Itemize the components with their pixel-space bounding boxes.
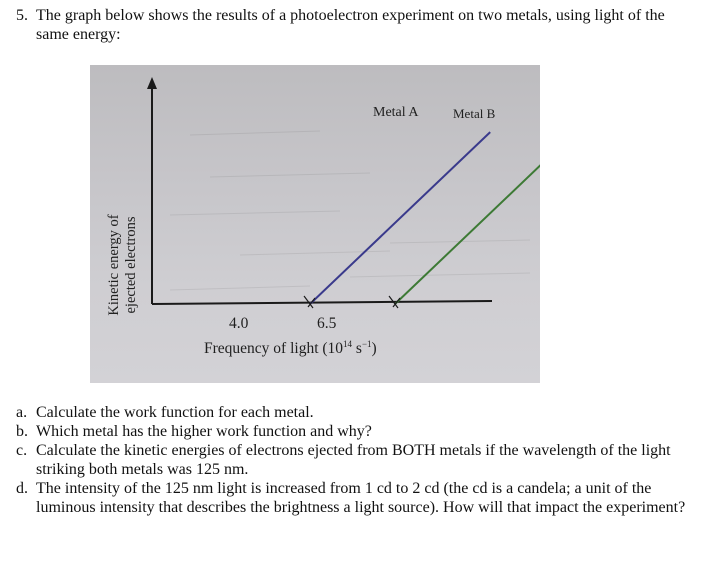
x-axis-label-main: Frequency of light (10	[204, 340, 344, 358]
series-line-metal-b	[395, 132, 540, 304]
part-letter: c.	[16, 442, 28, 459]
series-lines	[310, 132, 540, 304]
question-number: 5.	[16, 7, 28, 24]
part-a	[16, 403, 696, 422]
y-axis-label-line1: Kinetic energy of	[106, 214, 122, 316]
part-text: Calculate the kinetic energies of electrons ejected from BOTH metals if the wavelength of the light striking both metals was 125 nm.	[36, 442, 671, 478]
x-axis-label	[204, 339, 377, 358]
x-axis-label-close: )	[371, 340, 377, 358]
part-letter: a.	[16, 404, 28, 421]
axes	[147, 77, 492, 304]
y-axis-arrowhead	[147, 77, 157, 89]
legend-metal-b: Metal B	[453, 106, 496, 121]
legend-metal-a: Metal A	[373, 105, 419, 120]
x-axis-label-unit-exponent: −1	[361, 339, 372, 349]
x-axis-label-unit: s	[352, 340, 362, 358]
part-b	[16, 422, 696, 441]
part-letter: b.	[16, 423, 28, 440]
x-axis-line	[152, 301, 492, 304]
part-text: Calculate the work function for each metal.	[36, 404, 314, 421]
y-axis-label-line2: ejected electrons	[123, 216, 139, 314]
part-d	[16, 479, 696, 517]
x-axis-label-exponent: 14	[343, 339, 353, 349]
part-text: Which metal has the higher work function and why?	[36, 423, 372, 440]
x-tick-label-6-5: 6.5	[317, 315, 337, 332]
part-text: The intensity of the 125 nm light is increased from 1 cd to 2 cd (the cd is a candela; a unit of the luminous intensity that describes the brightness a light source). How will that impact the experiment?	[36, 480, 686, 516]
x-tick-label-4: 4.0	[229, 315, 249, 332]
question-text: The graph below shows the results of a photoelectron experiment on two metals, using light of the same energy:	[36, 7, 665, 43]
y-axis-label	[108, 165, 138, 365]
sub-questions	[16, 403, 696, 517]
graph-photo	[90, 65, 540, 383]
part-letter: d.	[16, 480, 28, 497]
series-line-metal-a	[310, 132, 490, 304]
part-c	[16, 441, 696, 479]
